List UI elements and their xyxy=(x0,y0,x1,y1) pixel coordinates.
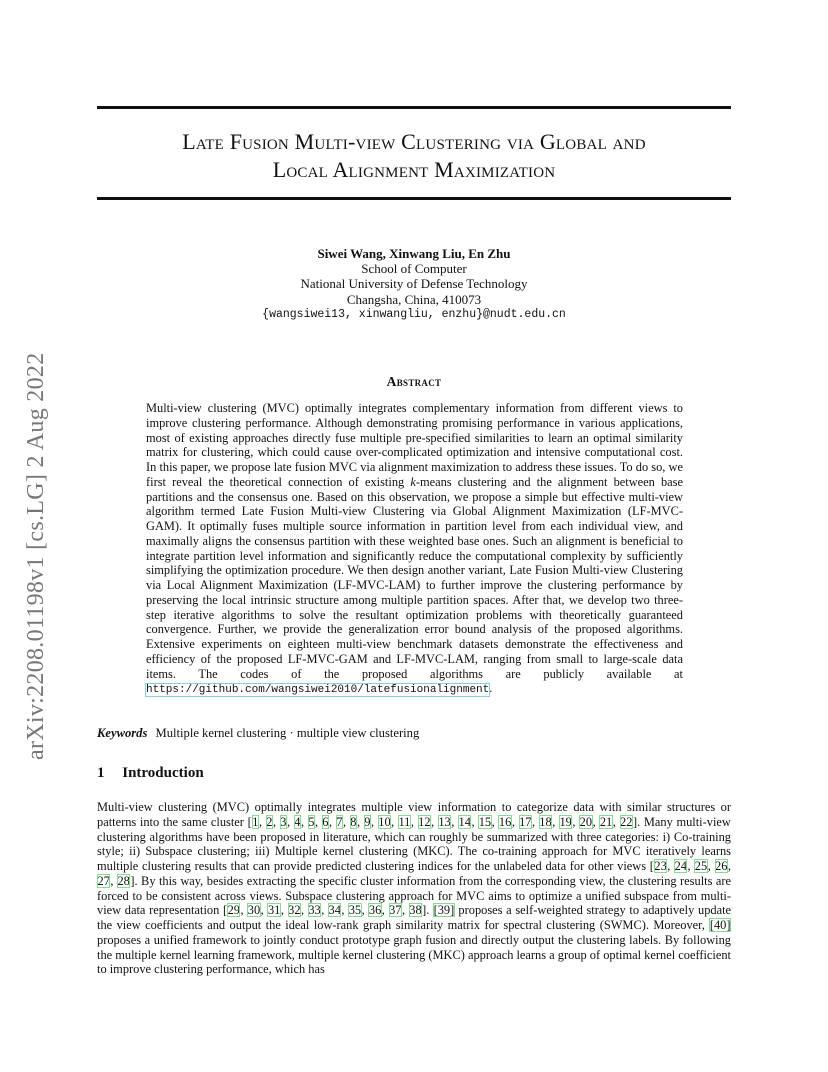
citation-link[interactable]: 35 xyxy=(348,903,362,918)
citation-link[interactable]: 13 xyxy=(438,814,451,829)
keywords xyxy=(97,726,731,741)
citation-link[interactable]: 21 xyxy=(599,814,613,829)
arxiv-identifier: arXiv:2208.01198v1 [cs.LG] 2 Aug 2022 xyxy=(23,352,49,760)
code-repository-link[interactable]: https://github.com/wangsiwei2010/latefusionalignment xyxy=(146,684,490,697)
title-top-rule xyxy=(97,106,731,109)
citation-link[interactable]: 8 xyxy=(350,814,357,829)
citation-link[interactable]: 9 xyxy=(364,814,371,829)
keywords-text: Multiple kernel clustering · multiple view clustering xyxy=(155,726,420,740)
citation-link[interactable]: 19 xyxy=(559,814,572,829)
keywords-label: Keywords xyxy=(97,726,148,740)
abstract-text-part-2: -means clustering and the alignment between base partitions and the consensus one. Based on this observation, we propose a simple but effective multi-view algorithm termed Late Fusion Multi-view Clustering via Global Alignment Maximization (LF-MVC-GAM). It optimally fuses multiple source information in partition level from each individual view, and maximally aligns the consensus partition with these weighted base ones. Such an alignment is beneficial to integrate partition level information and significantly reduce the computational complexity by sufficiently simplifying the optimization procedure. We then design another variant, Late Fusion Multi-view Clustering via Local Alignment Maximization (LF-MVC-LAM) to further improve the clustering performance by preserving the local intrinsic structure among multiple partition spaces. After that, we develop two three-step iterative algorithms to solve the resultant optimization problems with theoretically guaranteed convergence. Further, we provide the generalization error bound analysis of the proposed algorithms. Extensive experiments on eighteen multi-view benchmark datasets demonstrate the effectiveness and efficiency of the proposed LF-MVC-GAM and LF-MVC-LAM, ranging from small to large-scale data items. The codes of the proposed algorithms are publicly available at xyxy=(146,474,683,681)
k-symbol: k xyxy=(410,474,416,489)
intro-text-part-5: proposes a self-weighted strategy to adaptively update the view coefficients and output the ideal low-rank graph similarity matrix for spectral clustering (SWMC). Moreover, xyxy=(97,903,732,932)
citation-link[interactable]: 17 xyxy=(519,814,532,829)
title-line-2: Local Alignment Maximization xyxy=(272,157,556,182)
intro-text-part-3: ]. By this way, besides extracting the specific cluster information from the corresponding view, the clustering results are forced to be consistent across views. Subspace clustering approach for MVC aims to optimize a unified subspace from multi-view data representation [ xyxy=(97,873,731,918)
citation-link[interactable]: 11 xyxy=(398,814,411,829)
citation-link[interactable]: [39] xyxy=(433,903,455,918)
section-title: Introduction xyxy=(122,765,204,781)
arxiv-stamp xyxy=(20,290,52,760)
citation-group-3: 29, 30, 31, 32, 33, 34, 35, 36, 37, 38 xyxy=(227,903,422,918)
citation-link[interactable]: 4 xyxy=(294,814,301,829)
author-emails: {wangsiwei13, xinwangliu, enzhu}@nudt.edu.cn xyxy=(262,307,566,321)
intro-text-part-6: proposes a unified framework to jointly conduct prototype graph fusion and directly output the clustering labels. By following the multiple kernel learning framework, multiple kernel clustering (MKC) approach learns a group of optimal kernel coefficient to improve clustering performance, which has xyxy=(97,932,731,977)
citation-link[interactable]: 33 xyxy=(308,903,321,918)
citation-link[interactable]: 25 xyxy=(694,859,708,873)
citation-link[interactable]: 10 xyxy=(378,814,391,829)
section-heading-introduction xyxy=(97,764,204,782)
title-line-1: Late Fusion Multi-view Clustering via Global and xyxy=(182,129,646,154)
author-block xyxy=(180,246,648,322)
citation-link[interactable]: 18 xyxy=(539,814,552,829)
citation-link[interactable]: 30 xyxy=(247,903,261,918)
title-bottom-rule xyxy=(97,197,731,200)
citation-link[interactable]: 2 xyxy=(266,814,273,829)
abstract-text xyxy=(146,401,683,698)
citation-link[interactable]: 38 xyxy=(409,903,422,918)
affiliation-school: School of Computer xyxy=(361,261,467,277)
paper-title xyxy=(97,128,731,184)
citation-link[interactable]: 20 xyxy=(579,814,593,829)
abstract-text-part-1: Multi-view clustering (MVC) optimally integrates complementary information from different views to improve clustering performance. Although demonstrating promising performance in various applications, most of existing approaches directly fuse multiple pre-specified similarities to learn an optimal similarity matrix for clustering, which could cause over-complicated optimization and intensive computational cost. In this paper, we propose late fusion MVC via alignment maximization to address these issues. To do so, we first reveal the theoretical connection of existing xyxy=(146,401,683,489)
citation-link[interactable]: [40] xyxy=(709,918,731,932)
citation-link[interactable]: 34 xyxy=(328,903,341,918)
citation-link[interactable]: 29 xyxy=(227,903,240,918)
citation-link[interactable]: 1 xyxy=(252,814,259,829)
citation-link[interactable]: 3 xyxy=(280,814,287,829)
citation-group-2: 23, 24, 25, 26, 27, 28 xyxy=(97,859,731,888)
abstract-heading: Abstract xyxy=(386,374,442,389)
citation-link[interactable]: 37 xyxy=(389,903,402,918)
citation-link[interactable]: 7 xyxy=(336,814,343,829)
intro-text-part-4: ]. xyxy=(422,903,434,918)
abstract-text-end: . xyxy=(489,681,493,696)
citation-link[interactable]: 16 xyxy=(498,814,512,829)
affiliation-location: Changsha, China, 410073 xyxy=(346,291,482,307)
citation-link[interactable]: 22 xyxy=(620,814,633,829)
citation-link[interactable]: 31 xyxy=(267,903,281,918)
citation-link[interactable]: 6 xyxy=(322,814,329,829)
citation-link[interactable]: 23 xyxy=(654,859,667,873)
citation-link[interactable]: 32 xyxy=(288,903,301,918)
citation-link[interactable]: 36 xyxy=(368,903,382,918)
intro-text-part-1: Multi-view clustering (MVC) optimally integrates multiple view information to categorize data with similar structures or patterns into the same cluster [ xyxy=(97,800,731,829)
intro-text-part-2: ]. Many multi-view clustering algorithms have been proposed in literature, which can roughly be summarized with three categories: i) Co-training style; ii) Subspace clustering; iii) Multiple kernel clustering (MKC). The co-training approach for MVC iteratively learns multiple clustering results that can provide predicted clustering indices for the unlabeled data for other views [ xyxy=(97,814,731,873)
citation-group-1: 1, 2, 3, 4, 5, 6, 7, 8, 9, 10, 11, 12, 13, 14, 15, 16, 17, 18, 19, 20, 21, 22 xyxy=(252,814,633,829)
citation-link[interactable]: 15 xyxy=(478,814,492,829)
citation-link[interactable]: 26 xyxy=(715,859,728,873)
citation-link[interactable]: 27 xyxy=(97,873,110,888)
introduction-paragraph xyxy=(97,800,731,977)
citation-link[interactable]: 12 xyxy=(418,814,431,829)
citation-link[interactable]: 5 xyxy=(308,814,315,829)
section-number: 1 xyxy=(97,765,105,781)
author-names: Siwei Wang, Xinwang Liu, En Zhu xyxy=(317,246,511,261)
citation-link[interactable]: 28 xyxy=(117,873,130,888)
citation-link[interactable]: 14 xyxy=(458,814,471,829)
citation-link[interactable]: 24 xyxy=(674,859,687,873)
affiliation-university: National University of Defense Technology xyxy=(300,276,528,292)
